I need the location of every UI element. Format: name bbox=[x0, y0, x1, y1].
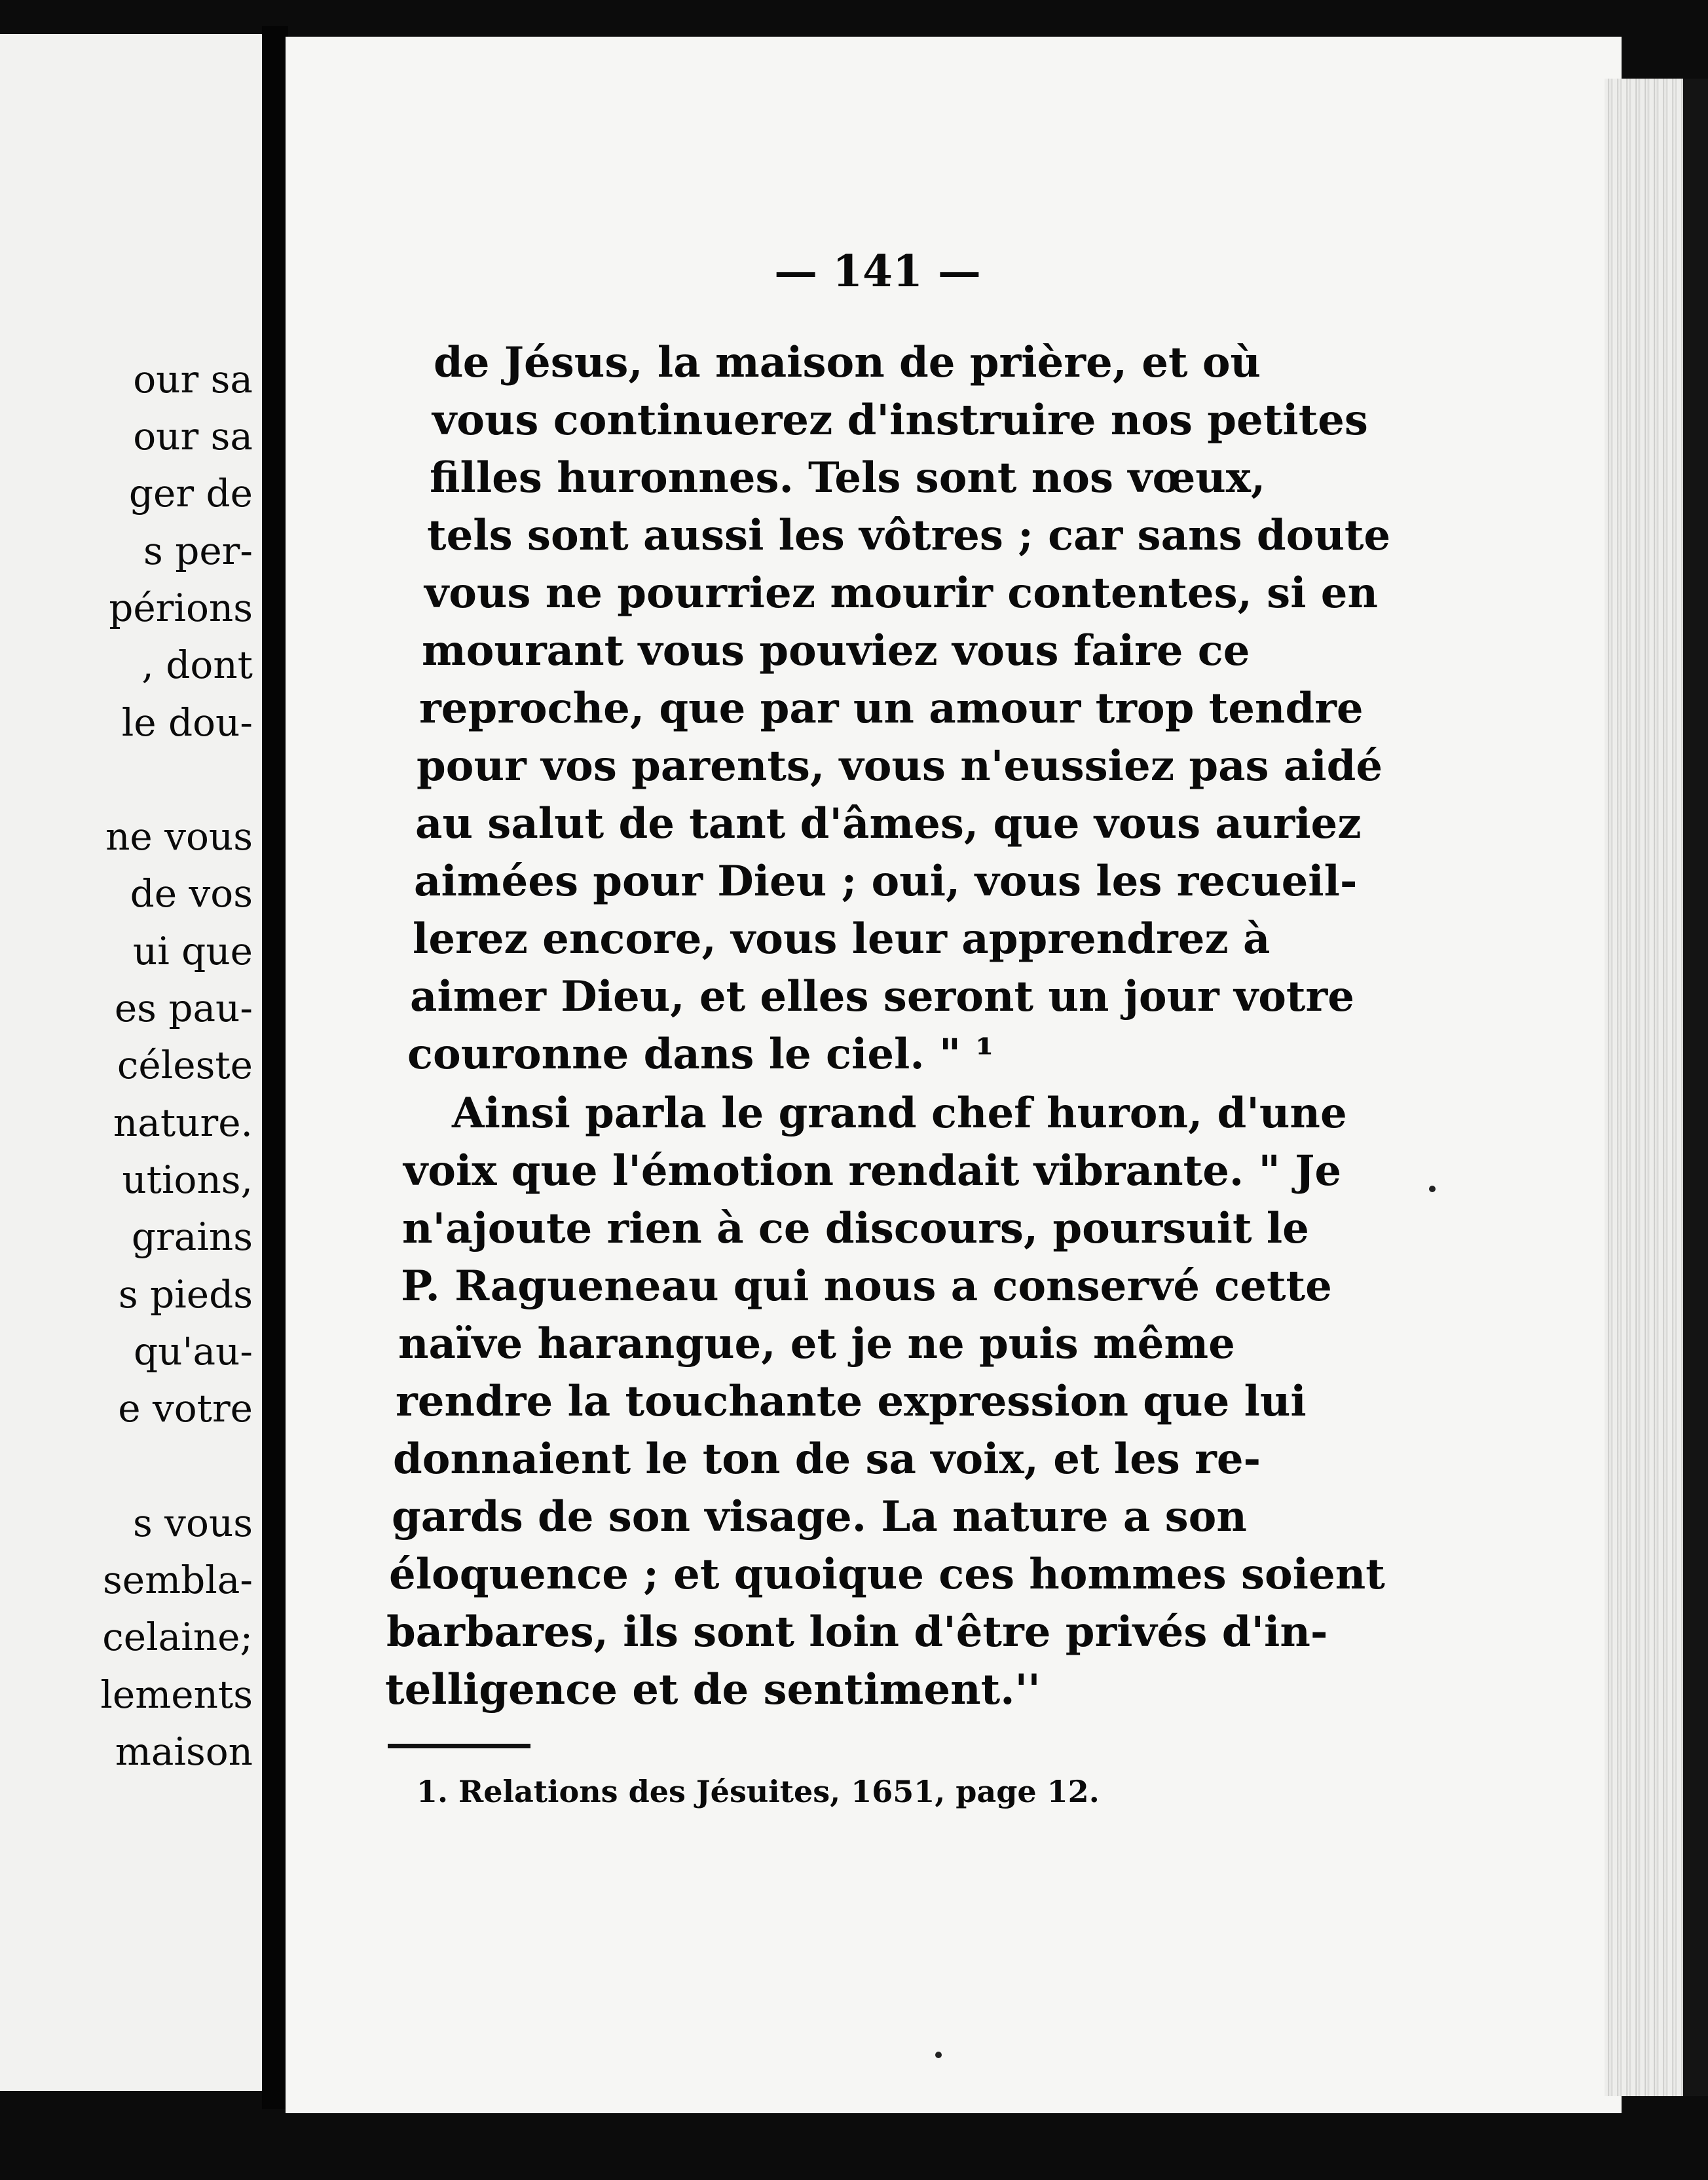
left-page-line: lements bbox=[100, 1672, 253, 1717]
body-line: vous ne pourriez mourir contentes, si en bbox=[424, 569, 1379, 618]
body-line: aimer Dieu, et elles seront un jour votre bbox=[410, 972, 1354, 1021]
left-page-line: utions, bbox=[122, 1157, 253, 1202]
left-page-line: s per- bbox=[143, 529, 253, 573]
left-page-line: ne vous bbox=[105, 814, 253, 859]
footnote: 1. Relations des Jésuites, 1651, page 12. bbox=[417, 1774, 1100, 1809]
body-line: rendre la touchante expression que lui bbox=[396, 1377, 1307, 1426]
body-line: donnaient le ton de sa voix, et les re- bbox=[393, 1435, 1261, 1484]
left-page-line: our sa bbox=[133, 414, 253, 459]
body-line: reproche, que par un amour trop tendre bbox=[419, 684, 1364, 733]
body-line: couronne dans le ciel. " ¹ bbox=[407, 1030, 994, 1079]
left-page-line: qu'au- bbox=[121, 1329, 253, 1374]
body-line: telligence et de sentiment.'' bbox=[385, 1665, 1041, 1714]
book-cover-edge bbox=[1683, 79, 1708, 2096]
left-page-line: , dont bbox=[141, 643, 253, 687]
left-page-line: le dou- bbox=[121, 700, 253, 745]
left-page-line: céleste bbox=[105, 1043, 253, 1087]
body-line: tels sont aussi les vôtres ; car sans doute bbox=[427, 511, 1391, 560]
body-line: au salut de tant d'âmes, que vous auriez bbox=[415, 799, 1362, 848]
body-line: filles huronnes. Tels sont nos vœux, bbox=[430, 453, 1266, 502]
footnote-rule bbox=[388, 1744, 530, 1748]
left-page-line: s vous bbox=[132, 1501, 253, 1545]
left-page-line: sembla- bbox=[103, 1558, 253, 1602]
left-page-line: e votre bbox=[118, 1386, 253, 1431]
left-page-line: maison bbox=[103, 1729, 253, 1774]
left-page-line: ger de bbox=[128, 471, 253, 516]
left-page-line: nature. bbox=[113, 1100, 253, 1145]
paper-speck bbox=[935, 2052, 942, 2058]
paper-speck bbox=[1429, 1186, 1436, 1192]
left-page-line: s pieds bbox=[118, 1272, 253, 1317]
body-line: voix que l'émotion rendait vibrante. " Je bbox=[403, 1146, 1342, 1195]
left-page-line: es pau- bbox=[114, 986, 253, 1030]
body-line: n'ajoute rien à ce discours, poursuit le bbox=[402, 1204, 1309, 1253]
left-page-line: celaine; bbox=[102, 1615, 253, 1659]
body-line: P. Ragueneau qui nous a conservé cette bbox=[401, 1262, 1332, 1311]
body-line: de Jésus, la maison de prière, et où bbox=[434, 338, 1261, 387]
body-line: mourant vous pouviez vous faire ce bbox=[422, 626, 1250, 675]
body-line: gards de son visage. La nature a son bbox=[392, 1492, 1247, 1541]
left-page-line: grains bbox=[119, 1214, 253, 1259]
body-line: naïve harangue, et je ne puis même bbox=[398, 1319, 1235, 1368]
left-page-line: périons bbox=[109, 586, 253, 630]
left-page-line: de vos bbox=[130, 871, 253, 916]
body-line: lerez encore, vous leur apprendrez à bbox=[413, 914, 1271, 964]
book-gutter bbox=[262, 26, 288, 2109]
body-line: Ainsi parla le grand chef huron, d'une bbox=[452, 1089, 1347, 1138]
body-line: vous continuerez d'instruire nos petites bbox=[432, 396, 1368, 445]
body-line: barbares, ils sont loin d'être privés d'in- bbox=[386, 1607, 1328, 1657]
body-line: éloquence ; et quoique ces hommes soient bbox=[389, 1550, 1385, 1599]
left-page bbox=[0, 34, 262, 2091]
left-page-line: our sa bbox=[133, 357, 253, 402]
page-number: — 141 — bbox=[774, 246, 981, 297]
left-page-line: ui que bbox=[132, 929, 253, 973]
body-line: pour vos parents, vous n'eussiez pas aidé bbox=[417, 742, 1383, 791]
body-line: aimées pour Dieu ; oui, vous les recueil- bbox=[414, 857, 1358, 906]
